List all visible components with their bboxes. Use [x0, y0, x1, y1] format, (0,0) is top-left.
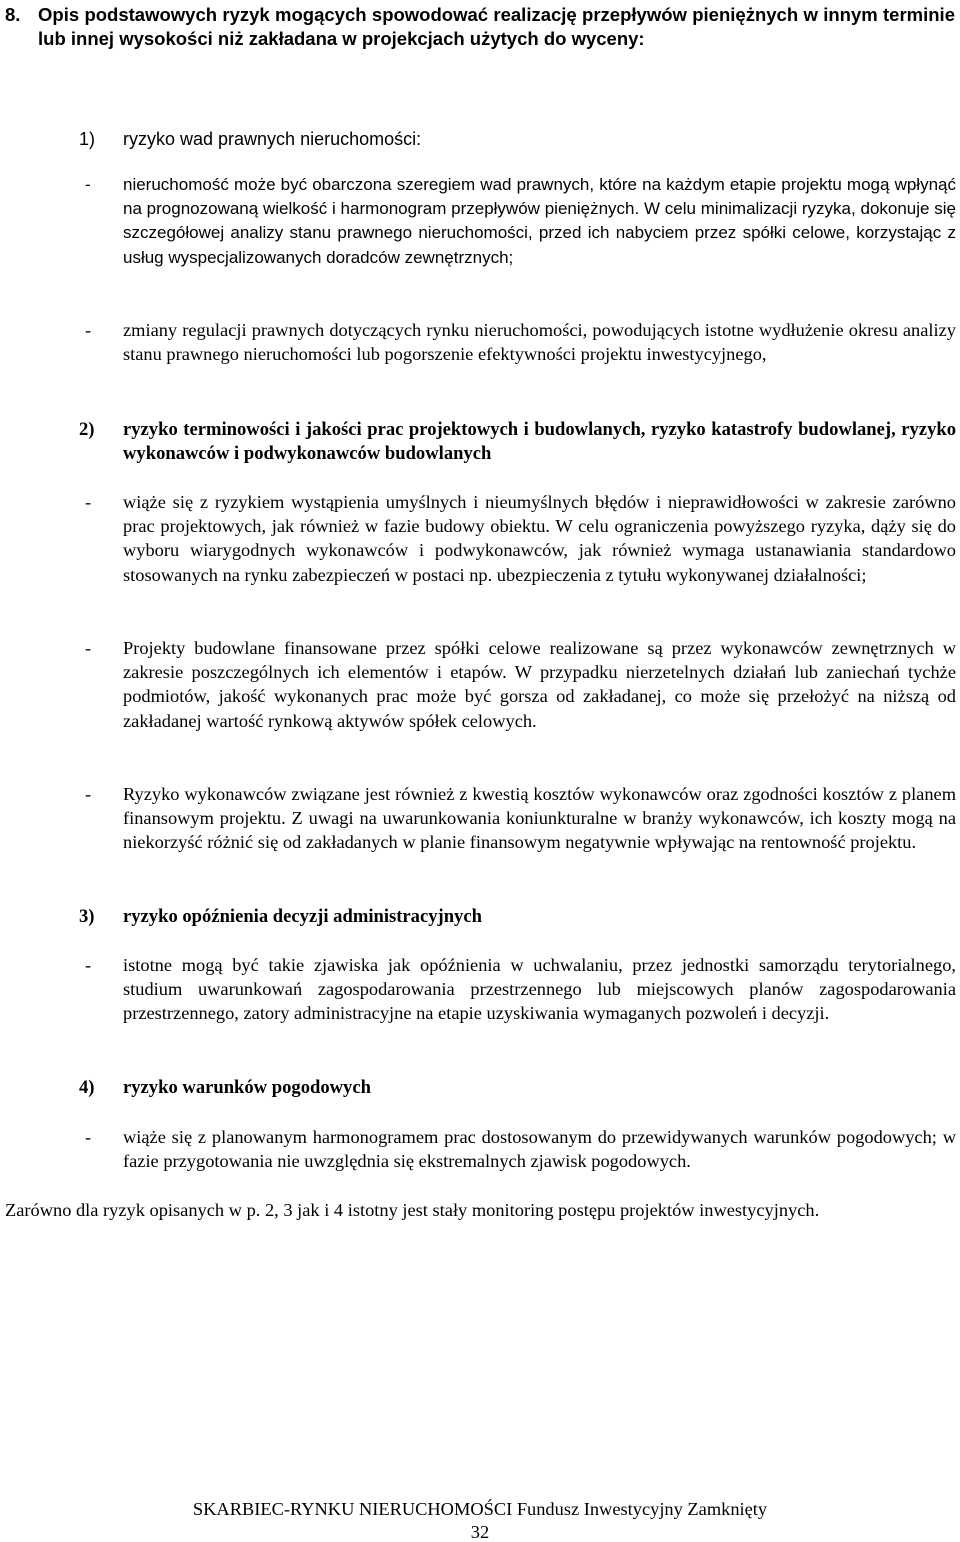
list-item [79, 782, 956, 855]
bullet-dash: - [85, 175, 91, 194]
list-item [79, 953, 956, 1026]
bullet-dash: - [85, 320, 92, 340]
bullet-dash: - [85, 1127, 92, 1147]
bullet-dash: - [85, 784, 92, 804]
section-heading [5, 3, 955, 51]
list-item-text: Projekty budowlane finansowane przez spółki celowe realizowane są przez wykonawców zewnętrznych w zakresie poszczególnych ich elementów i etapów. W przypadku nierzetelnych działań lub zaniechań tychże podmiotów, jakość wykonanych prac może być gorsza od zakładanej, co może się przełożyć na niższą od zakładanej wartość rynkową aktywów spółek celowych. [123, 638, 956, 731]
risk-title: ryzyko warunków pogodowych [123, 1077, 371, 1098]
list-item-text: Ryzyko wykonawców związane jest również z kwestią kosztów wykonawców oraz zgodności kosztów z planem finansowym projektu. Z uwagi na uwarunkowania koniunkturalne w branży wykonawców, ich koszty mogą na niekorzyść różnić się od zakładanych w planie finansowym negatywnie wpływając na rentowność projektu. [123, 784, 956, 853]
risk-title: ryzyko wad prawnych nieruchomości: [123, 129, 422, 149]
heading-number: 8. [5, 4, 21, 25]
list-item-text: nieruchomość może być obarczona szeregiem wad prawnych, które na każdym etapie projektu mogą wpłynąć na prognozowaną wielkość i harmonogram przepływów pieniężnych. W celu minimalizacji ryzyka, dokonuje się szczegółowej analizy stanu prawnego nieruchomości, przed ich nabyciem przez spółki celowe, korzystając z usług wyspecjalizowanych doradców zewnętrznych; [123, 175, 956, 267]
risk-heading-3 [79, 905, 956, 929]
risk-heading-1 [79, 127, 956, 151]
risk-heading-2 [79, 418, 956, 466]
risk-heading-4 [79, 1076, 956, 1100]
list-item [79, 173, 956, 270]
risk-title: ryzyko opóźnienia decyzji administracyjnych [123, 906, 482, 927]
list-item [79, 636, 956, 733]
risk-title: ryzyko terminowości i jakości prac projektowych i budowlanych, ryzyko katastrofy budowlanej, ryzyko wykonawców i podwykonawców budowlanych [123, 419, 956, 464]
bullet-dash: - [85, 638, 92, 658]
closing-paragraph: Zarówno dla ryzyk opisanych w p. 2, 3 jak i 4 istotny jest stały monitoring postępu projektów inwestycyjnych. [5, 1200, 820, 1220]
list-item-text: wiąże się z ryzykiem wystąpienia umyślnych i nieumyślnych błędów i nieprawidłowości w zakresie zarówno prac projektowych, jak również w fazie budowy obiektu. W celu ograniczenia powyższego ryzyka, dąży się do wyboru wiarygodnych wykonawców i podwykonawców, jak również wymaga ustanawiania standardowo stosowanych na rynku zabezpieczeń w postaci np. ubezpieczenia z tytułu wykonywanej działalności; [123, 492, 956, 585]
risk-number: 4) [79, 1077, 95, 1098]
page-number: 32 [470, 1522, 490, 1542]
risk-number: 3) [79, 906, 95, 927]
list-item-text: istotne mogą być takie zjawiska jak opóźnienia w uchwalaniu, przez jednostki samorządu terytorialnego, studium uwarunkowań zagospodarowania przestrzennego lub miejscowych planów zagospodarowania przestrzennego, zatory administracyjne na etapie uzyskiwania wymaganych pozwoleń i decyzji. [123, 955, 956, 1024]
list-item [79, 318, 956, 366]
page-footer: SKARBIEC-RYNKU NIERUCHOMOŚCI Fundusz Inwestycyjny Zamknięty [192, 1499, 768, 1519]
list-item [79, 490, 956, 587]
heading-text: Opis podstawowych ryzyk mogących spowodować realizację przepływów pieniężnych w innym terminie lub innej wysokości niż zakładana w projekcjach użytych do wyceny: [38, 4, 955, 49]
list-item [79, 1125, 956, 1173]
risk-number: 2) [79, 419, 95, 440]
list-item-text: wiąże się z planowanym harmonogramem prac dostosowanym do przewidywanych warunków pogodowych; w fazie przygotowania nie uwzględnia się ekstremalnych zjawisk pogodowych. [123, 1127, 956, 1172]
bullet-dash: - [85, 955, 92, 975]
list-item-text: zmiany regulacji prawnych dotyczących rynku nieruchomości, powodujących istotne wydłużenie okresu analizy stanu prawnego nieruchomości lub pogorszenie efektywności projektu inwestycyjnego, [123, 320, 956, 365]
risk-number: 1) [79, 129, 96, 149]
bullet-dash: - [85, 492, 92, 512]
